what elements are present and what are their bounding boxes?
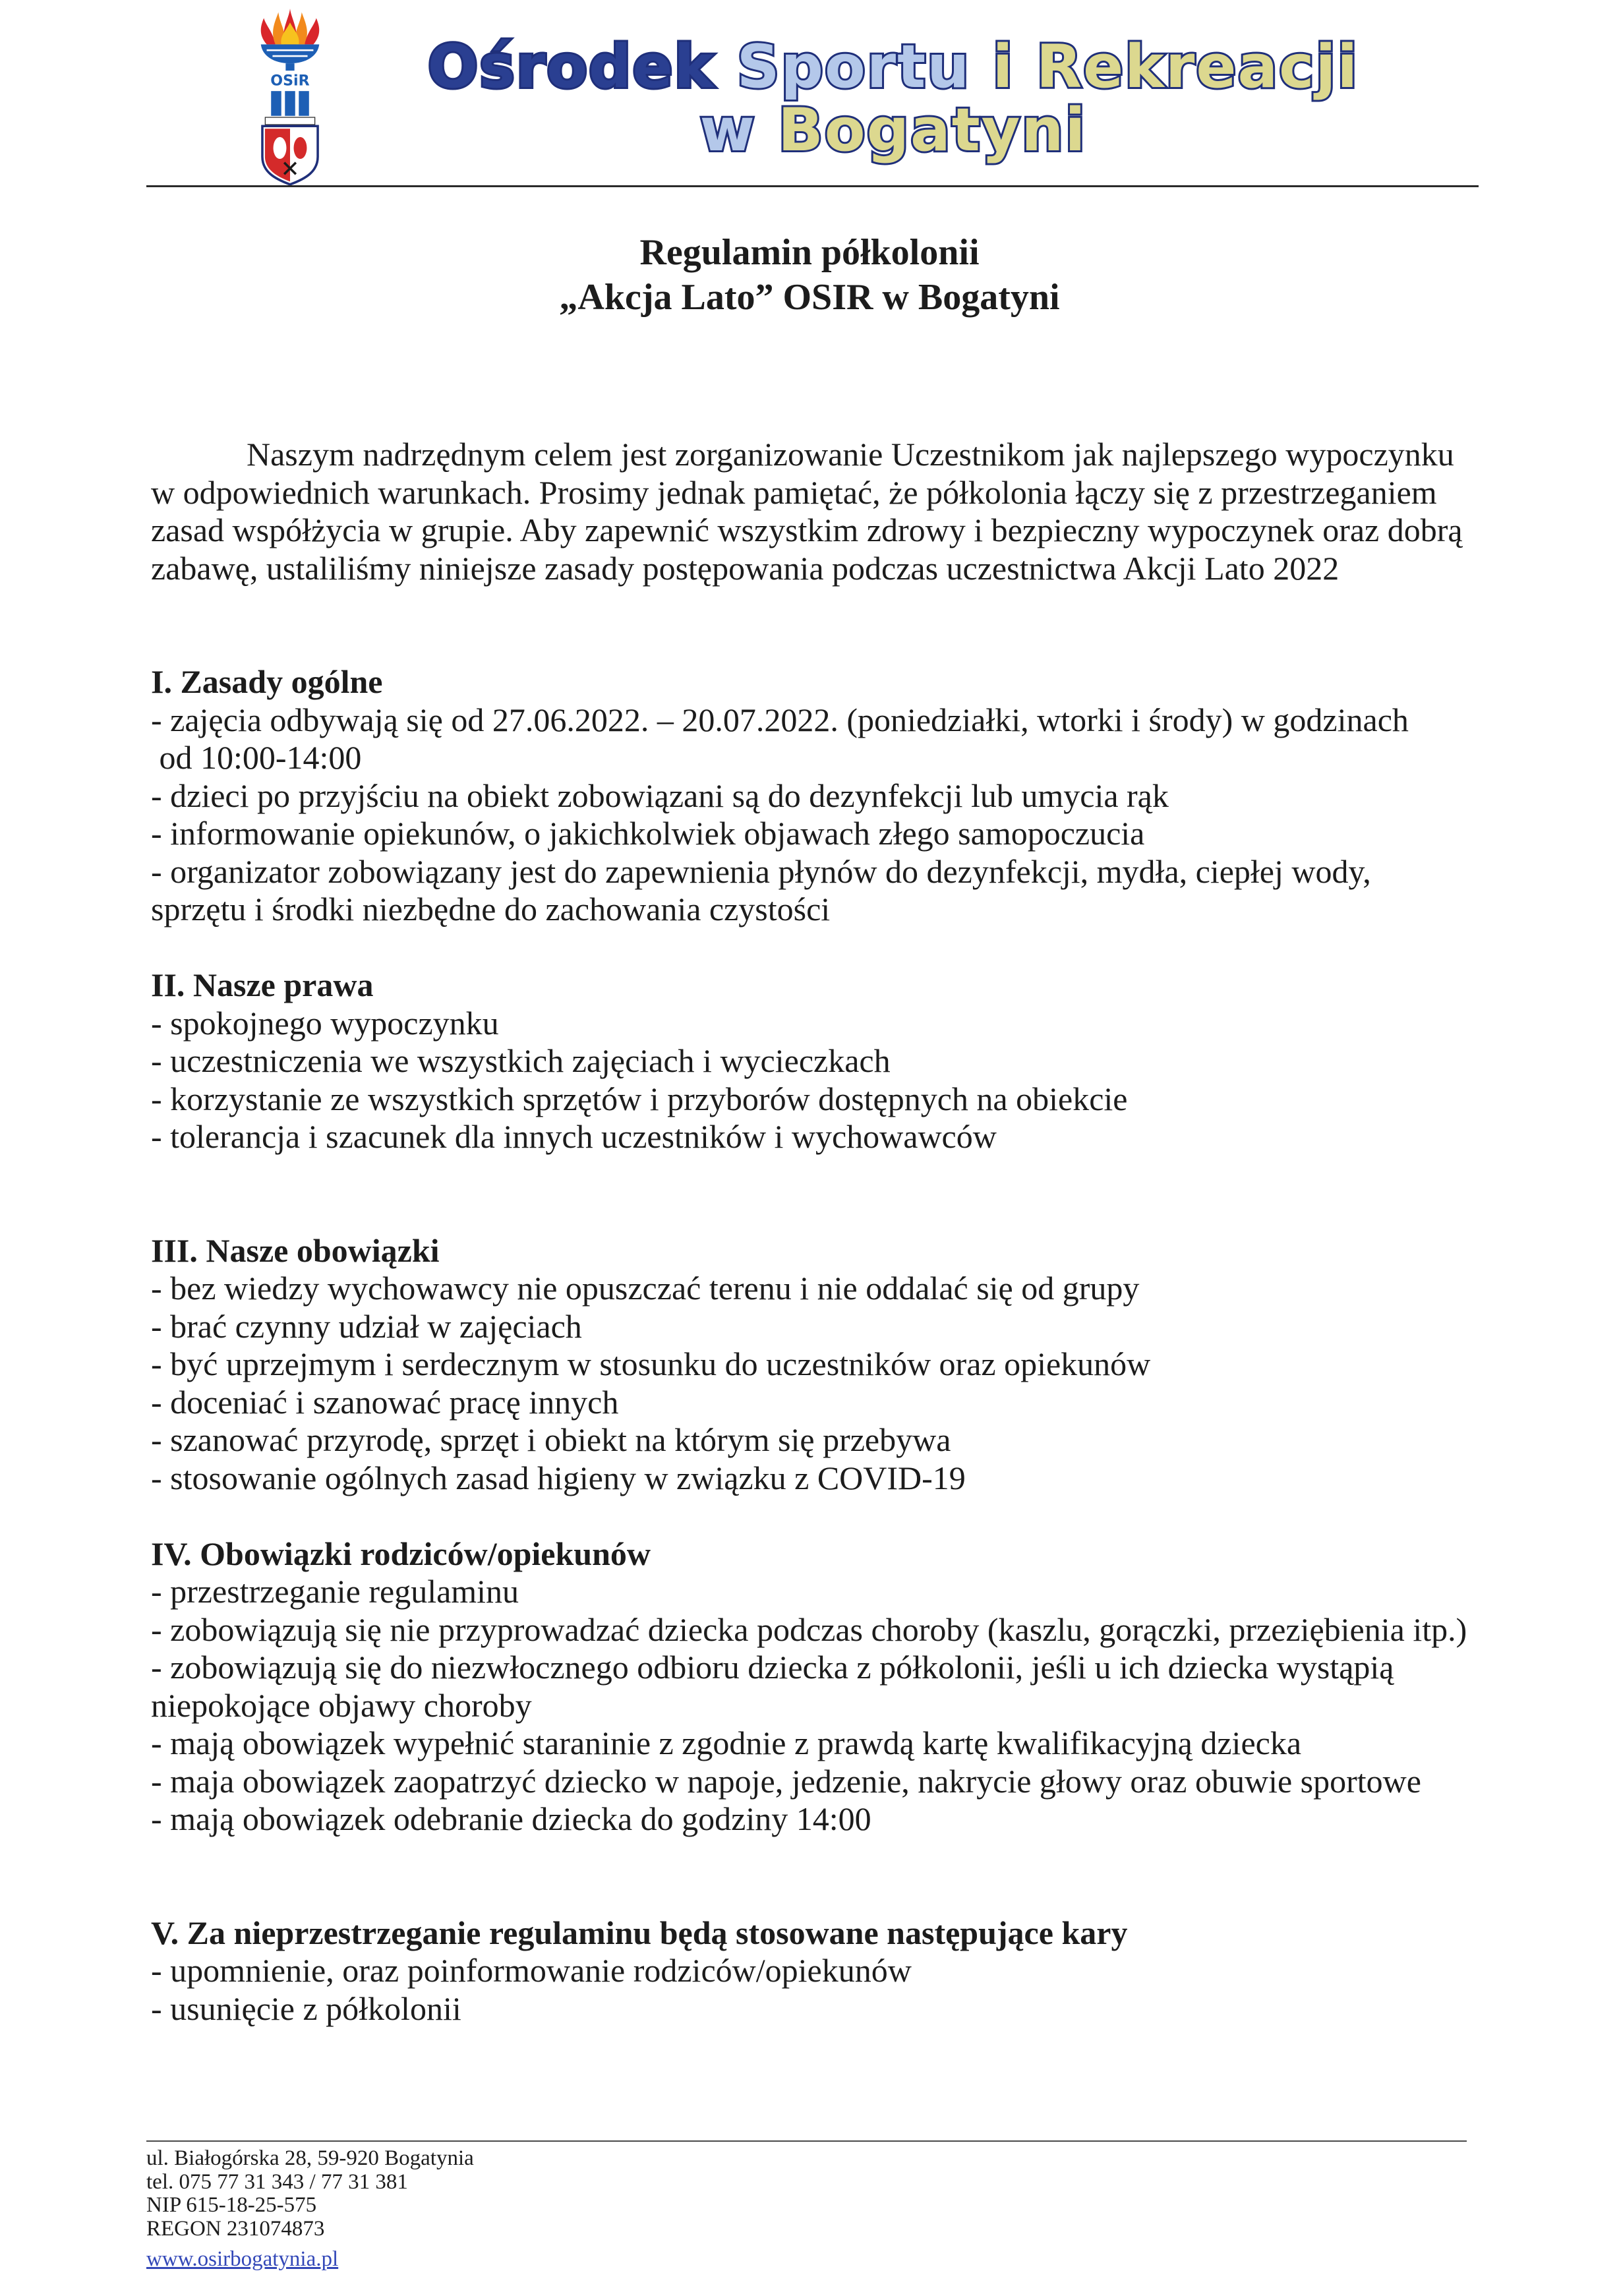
rule-item: od 10:00-14:00 (151, 739, 362, 776)
rule-item: - informowanie opiekunów, o jakichkolwiek objawach złego samopoczucia (151, 815, 1145, 852)
rule-item: niepokojące objawy choroby (151, 1686, 532, 1724)
rule-item: - stosowanie ogólnych zasad higieny w związku z COVID-19 (151, 1459, 966, 1496)
header-divider (146, 185, 1479, 187)
emblem-text: OSiR (270, 72, 310, 90)
org-name-word: Sportu (736, 32, 971, 102)
osir-torch-logo (245, 8, 335, 186)
intro-line: Naszym nadrzędnym celem jest zorganizowanie Uczestnikom jak najlepszego wypoczynku (247, 436, 1454, 473)
rule-item: - mają obowiązek wypełnić staraninie z zgodnie z prawdą kartę kwalifikacyjną dziecka (151, 1724, 1302, 1761)
org-name-word: w (699, 96, 756, 165)
organization-name (369, 32, 1417, 165)
rule-item: sprzętu i środki niezbędne do zachowania czystości (151, 891, 831, 927)
rule-item: - szanować przyrodę, sprzęt i obiekt na którym się przebywa (151, 1421, 951, 1458)
org-name-word: Rekreacji (1036, 32, 1359, 102)
subtitle-line: „Akcja Lato” OSIR w Bogatyni (559, 277, 1060, 318)
rule-item: - uczestniczenia we wszystkich zajęciach i wycieczkach (151, 1042, 891, 1079)
intro-line: zabawę, ustaliliśmy niniejsze zasady postępowania podczas uczestnictwa Akcji Lato 2022 (151, 549, 1339, 587)
footer-divider (146, 2140, 1467, 2142)
section-heading: IV. Obowiązki rodziców/opiekunów (151, 1535, 651, 1572)
footer-regon: REGON 231074873 (146, 2216, 325, 2241)
emblem-banner (265, 117, 314, 125)
rule-item: - zobowiązują się nie przyprowadzać dziecka podczas choroby (kaszlu, gorączki, przeziębienia itp.) (151, 1610, 1467, 1648)
organization-name-line2 (369, 96, 1417, 165)
coat-of-arms-shield (262, 126, 318, 185)
rule-item: - maja obowiązek zaopatrzyć dziecko w napoje, jedzenie, nakrycie głowy oraz obuwie sportowe (151, 1762, 1421, 1800)
rule-item: - brać czynny udział w zajęciach (151, 1307, 582, 1345)
section-rights (151, 966, 1496, 1156)
section-general-rules (151, 663, 1496, 929)
document-title (0, 230, 1619, 320)
rule-item: - tolerancja i szacunek dla innych uczestników i wychowawców (151, 1118, 997, 1155)
title-line: Regulamin półkolonii (639, 232, 980, 273)
torch-flame (261, 9, 320, 44)
emblem-columns (271, 91, 309, 116)
rule-item: - zobowiązują się do niezwłocznego odbioru dziecka z półkolonii, jeśli u ich dziecka wystąpią (151, 1649, 1394, 1686)
section-heading: III. Nasze obowiązki (151, 1231, 440, 1269)
rule-item: - bez wiedzy wychowawcy nie opuszczać terenu i nie oddalać się od grupy (151, 1270, 1140, 1307)
rule-item: - spokojnego wypoczynku (151, 1004, 499, 1042)
document-body (151, 436, 1496, 2028)
intro-paragraph (151, 436, 1496, 587)
org-name-word: i (992, 32, 1015, 102)
website-link[interactable]: www.osirbogatynia.pl (146, 2247, 339, 2271)
footer-address: ul. Białogórska 28, 59-920 Bogatynia (146, 2146, 474, 2170)
torch-bowl (261, 44, 320, 71)
section-heading: V. Za nieprzestrzeganie regulaminu będą stosowane następujące kary (151, 1914, 1128, 1951)
organization-name-line1 (369, 32, 1417, 102)
rule-item: - dzieci po przyjściu na obiekt zobowiązani są do dezynfekcji lub umycia rąk (151, 777, 1169, 814)
footer-nip: NIP 615-18-25-575 (146, 2193, 317, 2217)
section-heading: I. Zasady ogólne (151, 663, 383, 700)
rule-item: - być uprzejmym i serdecznym w stosunku do uczestników oraz opiekunów (151, 1345, 1151, 1382)
rule-item: - upomnienie, oraz poinformowanie rodziców/opiekunów (151, 1952, 912, 1989)
rule-item: - organizator zobowiązany jest do zapewnienia płynów do dezynfekcji, mydła, ciepłej wody, (151, 852, 1371, 890)
footer-phone: tel. 075 77 31 343 / 77 31 381 (146, 2169, 408, 2194)
rule-item: - mają obowiązek odebranie dziecka do godziny 14:00 (151, 1800, 871, 1837)
org-name-word: Bogatyni (778, 96, 1087, 165)
section-heading: II. Nasze prawa (151, 966, 374, 1003)
section-parent-duties (151, 1535, 1496, 1839)
rule-item: - usunięcie z półkolonii (151, 1989, 461, 2027)
intro-line: zasad współżycia w grupie. Aby zapewnić wszystkim zdrowy i bezpieczny wypoczynek oraz dobrą (151, 512, 1463, 548)
rule-item: - doceniać i szanować pracę innych (151, 1383, 619, 1421)
section-duties (151, 1232, 1496, 1498)
footer-contact (146, 2147, 474, 2272)
section-penalties (151, 1914, 1496, 2028)
org-name-word: Ośrodek (427, 32, 715, 102)
intro-line: w odpowiednich warunkach. Prosimy jednak pamiętać, że półkolonia łączy się z przestrzeganiem (151, 473, 1437, 511)
rule-item: - zajęcia odbywają się od 27.06.2022. – 20.07.2022. (poniedziałki, wtorki i środy) w godzinach (151, 701, 1409, 738)
rule-item: - przestrzeganie regulaminu (151, 1573, 519, 1610)
rule-item: - korzystanie ze wszystkich sprzętów i przyborów dostępnych na obiekcie (151, 1080, 1128, 1117)
